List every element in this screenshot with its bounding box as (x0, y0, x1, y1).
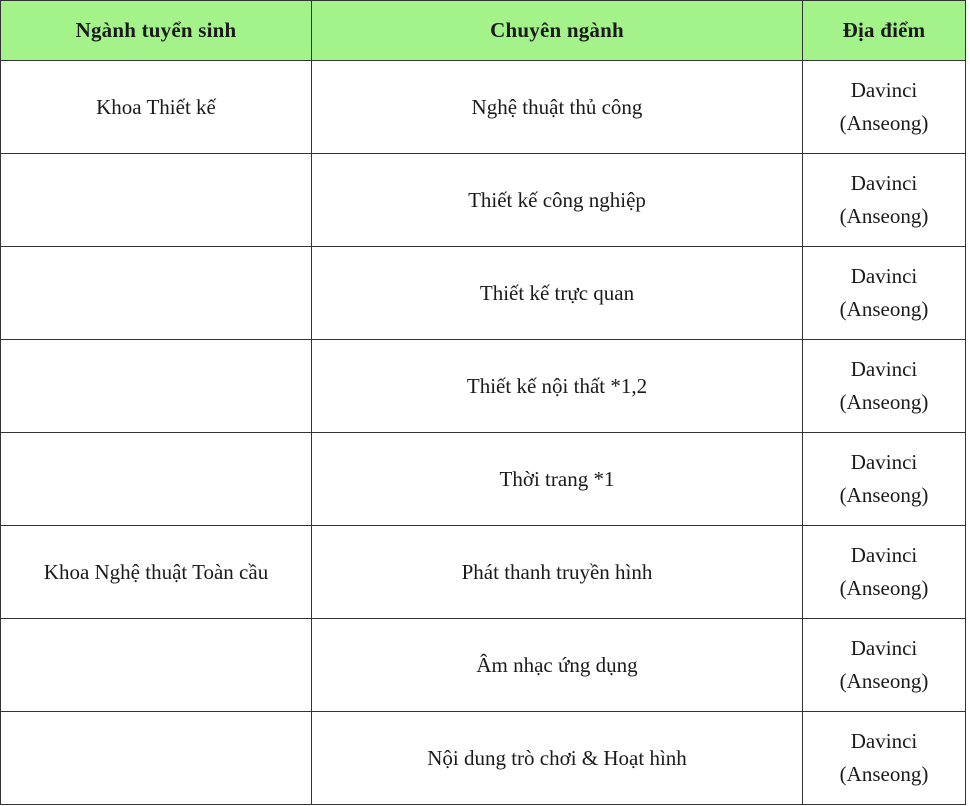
location-name: Davinci (850, 357, 918, 381)
cell-location (803, 61, 966, 154)
cell-faculty: Khoa Thiết kế (1, 61, 312, 154)
cell-faculty (1, 712, 312, 805)
cell-location (803, 712, 966, 805)
table-row (1, 61, 966, 154)
cell-major: Phát thanh truyền hình (312, 526, 803, 619)
cell-location (803, 526, 966, 619)
cell-location (803, 154, 966, 247)
location-campus: (Anseong) (839, 111, 929, 135)
location-campus: (Anseong) (839, 762, 929, 786)
location-name: Davinci (850, 729, 918, 753)
location-name: Davinci (850, 264, 918, 288)
cell-faculty: Khoa Nghệ thuật Toàn cầu (1, 526, 312, 619)
table-row (1, 433, 966, 526)
location-campus: (Anseong) (839, 297, 929, 321)
location-name: Davinci (850, 636, 918, 660)
cell-faculty (1, 154, 312, 247)
cell-major: Thiết kế nội thất *1,2 (312, 340, 803, 433)
table-row (1, 619, 966, 712)
location-campus: (Anseong) (839, 483, 929, 507)
location-name: Davinci (850, 171, 918, 195)
cell-faculty (1, 340, 312, 433)
location-name: Davinci (850, 78, 918, 102)
cell-major: Thiết kế công nghiệp (312, 154, 803, 247)
table-header-row (1, 1, 966, 61)
cell-major: Âm nhạc ứng dụng (312, 619, 803, 712)
header-faculty: Ngành tuyển sinh (1, 1, 312, 61)
cell-location (803, 433, 966, 526)
location-name: Davinci (850, 543, 918, 567)
table-row (1, 154, 966, 247)
header-location: Địa điểm (803, 1, 966, 61)
cell-faculty (1, 433, 312, 526)
location-campus: (Anseong) (839, 576, 929, 600)
cell-major: Nội dung trò chơi & Hoạt hình (312, 712, 803, 805)
table-row (1, 247, 966, 340)
location-campus: (Anseong) (839, 669, 929, 693)
cell-faculty (1, 619, 312, 712)
cell-major: Thời trang *1 (312, 433, 803, 526)
cell-location (803, 619, 966, 712)
header-major: Chuyên ngành (312, 1, 803, 61)
cell-location (803, 247, 966, 340)
cell-faculty (1, 247, 312, 340)
table-row (1, 526, 966, 619)
location-name: Davinci (850, 450, 918, 474)
table-row (1, 340, 966, 433)
location-campus: (Anseong) (839, 204, 929, 228)
location-campus: (Anseong) (839, 390, 929, 414)
cell-major: Thiết kế trực quan (312, 247, 803, 340)
cell-location (803, 340, 966, 433)
cell-major: Nghệ thuật thủ công (312, 61, 803, 154)
table-row (1, 712, 966, 805)
